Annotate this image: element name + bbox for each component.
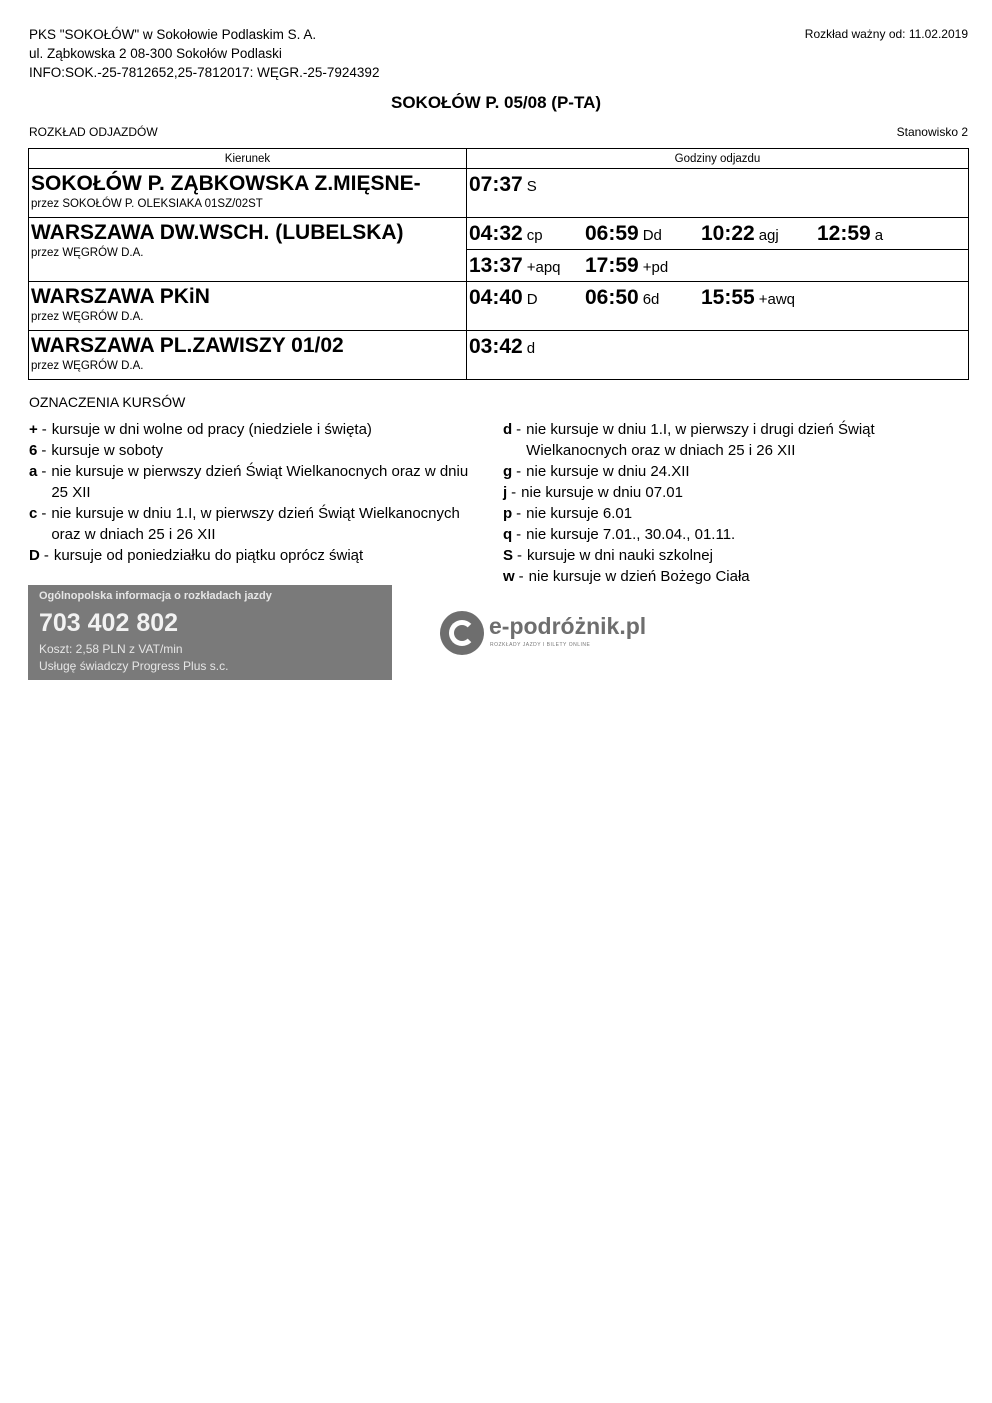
- times-cell: [467, 331, 969, 380]
- table-row: [29, 218, 969, 282]
- legend-right: [503, 419, 943, 587]
- departure: [585, 250, 701, 283]
- legend-item: q - nie kursuje 7.01., 30.04., 01.11.: [503, 526, 736, 543]
- departure-time: 12:59: [817, 222, 871, 245]
- legend-item: D - kursuje od poniedziałku do piątku oprócz świąt: [29, 547, 364, 564]
- legend-text: kursuje w dni wolne od pracy (niedziele i święta): [51, 421, 372, 438]
- direction-via: przez WĘGRÓW D.A.: [31, 360, 144, 372]
- info-heading: Ogólnopolska informacja o rozkładach jazdy: [39, 590, 272, 602]
- direction-name: SOKOŁÓW P. ZĄBKOWSKA Z.MIĘSNE-: [31, 172, 421, 195]
- direction-via: przez WĘGRÓW D.A.: [31, 311, 144, 323]
- company-name: PKS "SOKOŁÓW" w Sokołowie Podlaskim S. A.: [29, 27, 317, 42]
- table-header-row: [29, 149, 969, 169]
- legend-text: nie kursuje w dniu 07.01: [521, 484, 683, 501]
- legend-item: S - kursuje w dni nauki szkolnej: [503, 547, 713, 564]
- legend-text: nie kursuje 7.01., 30.04., 01.11.: [526, 526, 736, 543]
- departure: [817, 218, 933, 251]
- legend-code: c: [29, 505, 38, 522]
- e-podroznik-logo: [440, 611, 680, 659]
- direction-name: WARSZAWA PL.ZAWISZY 01/02: [31, 334, 344, 357]
- departure-mark: agj: [758, 227, 779, 244]
- company-address: ul. Ząbkowska 2 08-300 Sokołów Podlaski: [29, 46, 282, 61]
- legend-code: q: [503, 526, 513, 543]
- stop-title: SOKOŁÓW P. 05/08 (P-TA): [390, 93, 602, 112]
- legend-code: 6: [29, 442, 38, 459]
- company-info: [29, 25, 379, 82]
- departure-mark: +apq: [526, 259, 561, 276]
- departure: [469, 218, 585, 251]
- legend-text: nie kursuje 6.01: [526, 505, 633, 522]
- departure: [701, 282, 817, 315]
- direction-cell: [29, 282, 467, 331]
- hotline-provider: Usługę świadczy Progress Plus s.c.: [39, 659, 229, 673]
- departure-time: 04:32: [469, 222, 523, 245]
- direction-name: WARSZAWA DW.WSCH. (LUBELSKA): [31, 221, 404, 244]
- departure: [469, 331, 585, 364]
- direction-via: przez SOKOŁÓW P. OLEKSIAKA 01SZ/02ST: [31, 198, 263, 210]
- hotline-number: 703 402 802: [39, 609, 179, 637]
- legend-code: d: [503, 421, 513, 438]
- hotline-cost: Koszt: 2,58 PLN z VAT/min: [39, 642, 183, 656]
- legend-item: g - nie kursuje w dniu 24.XII: [503, 463, 690, 480]
- legend-code: g: [503, 463, 513, 480]
- logo-tagline: ROZKŁADY JAZDY I BILETY ONLINE: [490, 642, 591, 648]
- direction-via: przez WĘGRÓW D.A.: [31, 247, 144, 259]
- departure: [469, 282, 585, 315]
- legend-text: nie kursuje w dniu 1.I, w pierwszy i drugi dzień Świąt Wielkanocnych oraz w dniach 25 i 26 XII: [526, 421, 875, 459]
- legend-code: +: [29, 421, 38, 438]
- legend-text: nie kursuje w pierwszy dzień Świąt Wielkanocnych oraz w dniu 25 XII: [51, 463, 469, 501]
- direction-cell: [29, 331, 467, 380]
- legend-text: nie kursuje w dniu 24.XII: [526, 463, 690, 480]
- departure-mark: cp: [526, 227, 543, 244]
- departure-mark: d: [526, 340, 536, 357]
- legend-text: kursuje w soboty: [51, 442, 164, 459]
- legend-item: w - nie kursuje w dzień Bożego Ciała: [503, 568, 750, 585]
- direction-cell: [29, 218, 467, 282]
- company-contact: INFO:SOK.-25-7812652,25-7812017: WĘGR.-25-7924392: [29, 65, 380, 80]
- departure-mark: +pd: [642, 259, 669, 276]
- legend-item: j - nie kursuje w dniu 07.01: [503, 484, 683, 501]
- times-cell: [467, 169, 969, 218]
- departure-time: 07:37: [469, 173, 523, 196]
- departure-mark: D: [526, 291, 538, 308]
- platform-label: Stanowisko 2: [896, 125, 968, 139]
- departures-table: [28, 148, 969, 380]
- legend-text: kursuje w dni nauki szkolnej: [527, 547, 713, 564]
- departure: [585, 282, 701, 315]
- legend-code: p: [503, 505, 513, 522]
- departure: [585, 218, 701, 251]
- valid-from: Rozkład ważny od: 11.02.2019: [804, 27, 968, 41]
- departure-mark: Dd: [642, 227, 662, 244]
- departure-mark: a: [874, 227, 884, 244]
- departure-time: 04:40: [469, 286, 523, 309]
- e-podroznik-logo-icon: [440, 611, 484, 655]
- departure-time: 15:55: [701, 286, 755, 309]
- timetable-type: ROZKŁAD ODJAZDÓW: [29, 125, 158, 139]
- legend-code: D: [29, 547, 40, 564]
- departure-mark: +awq: [758, 291, 795, 308]
- legend-item: p - nie kursuje 6.01: [503, 505, 633, 522]
- departure-time: 06:59: [585, 222, 639, 245]
- table-row: [29, 282, 969, 331]
- info-hotline-box: [28, 585, 392, 680]
- times-cell: [467, 282, 969, 331]
- departure-mark: 6d: [642, 291, 660, 308]
- departure-mark: S: [526, 178, 537, 195]
- table-row: [29, 331, 969, 380]
- departure-time: 06:50: [585, 286, 639, 309]
- departure: [469, 169, 585, 202]
- col-times-header: Godziny odjazdu: [467, 149, 969, 169]
- legend-item: 6 - kursuje w soboty: [29, 442, 164, 459]
- legend-item: a - nie kursuje w pierwszy dzień Świąt Wielkanocnych oraz w dniu 25 XII: [29, 461, 484, 503]
- legend-code: S: [503, 547, 514, 564]
- times-cell: [467, 218, 969, 282]
- legend-code: a: [29, 463, 38, 480]
- departure: [469, 250, 585, 283]
- legend-text: nie kursuje w dniu 1.I, w pierwszy dzień Świąt Wielkanocnych oraz w dniach 25 i 26 XII: [51, 505, 460, 543]
- departure-time: 17:59: [585, 254, 639, 277]
- col-direction-header: Kierunek: [29, 149, 467, 169]
- legend-text: kursuje od poniedziałku do piątku oprócz świąt: [53, 547, 364, 564]
- departure-time: 03:42: [469, 335, 523, 358]
- legend-code: w: [503, 568, 515, 585]
- legend-left: [29, 419, 484, 566]
- legend-item: d - nie kursuje w dniu 1.I, w pierwszy i drugi dzień Świąt Wielkanocnych oraz w dniach 25 i 26 XII: [503, 419, 943, 461]
- direction-name: WARSZAWA PKiN: [31, 285, 210, 308]
- departure: [701, 218, 817, 251]
- departure-time: 10:22: [701, 222, 755, 245]
- table-row: [29, 169, 969, 218]
- departure-time: 13:37: [469, 254, 523, 277]
- legend-item: c - nie kursuje w dniu 1.I, w pierwszy dzień Świąt Wielkanocnych oraz w dniach 25 i 26 XII: [29, 503, 484, 545]
- logo-text: e-podróżnik.pl: [489, 613, 647, 639]
- legend-item: + - kursuje w dni wolne od pracy (niedziele i święta): [29, 421, 372, 438]
- legend-text: nie kursuje w dzień Bożego Ciała: [528, 568, 750, 585]
- legend-code: j: [503, 484, 508, 501]
- legend-title: OZNACZENIA KURSÓW: [29, 394, 186, 410]
- direction-cell: [29, 169, 467, 218]
